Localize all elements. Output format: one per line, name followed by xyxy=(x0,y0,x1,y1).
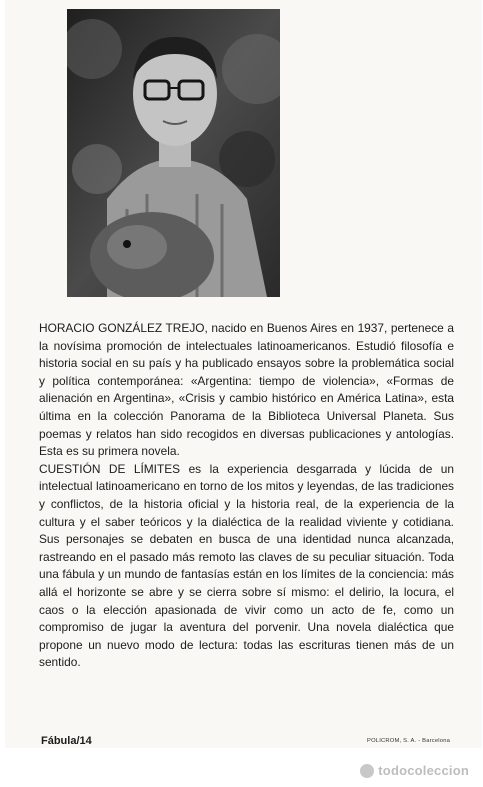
watermark xyxy=(360,763,469,778)
book-synopsis-paragraph: CUESTIÓN DE LÍMITES es la experiencia desgarrada y lúcida de un intelectual latinoamericano en torno de los mitos y leyendas, de las tradiciones y conflictos, de la historia oficial y la historia real, de la experiencia de la cultura y el saber teóricos y la dialéctica de la realidad viviente y cotidiana. Sus personajes se debaten en busca de una identidad nunca alcanzada, rastreando en el pasado más remoto las claves de su peculiar situación. Toda una fábula y un mundo de fantasías están en los límites de la conciencia: más allá el horizonte se abre y se cierra sobre sí mismo: el delirio, la locura, el caos o la elección apasionada de vivir como un acto de fe, como un compromiso de jugar la aventura del porvenir. Una novela dialéctica que propone un nuevo modo de lectura: todas las escrituras tienen más de un sentido. xyxy=(39,461,454,670)
author-bio-paragraph: HORACIO GONZÁLEZ TREJO, nacido en Buenos Aires en 1937, pertenece a la novísima promoción de intelectuales latinoamericanos. Estudió filosofía e historia social en su país y ha publicado ensayos sobre la problemática social y política contemporánea: «Argentina: tiempo de violencia», «Formas de alienación en Argentina», «Crisis y cambio histórico en América Latina», esta última en la colección Panorama de la Biblioteca Universal Planeta. Sus poemas y relatos han sido recogidos en diversas publicaciones y antologías. Esta es su primera novela. xyxy=(39,321,454,459)
author-portrait-photo xyxy=(67,9,280,297)
book-back-cover xyxy=(5,0,482,748)
watermark-logo-icon xyxy=(360,764,374,778)
printer-label: POLICROM, S. A. - Barcelona xyxy=(367,738,451,744)
series-label: Fábula/14 xyxy=(41,735,92,747)
watermark-text: todocoleccion xyxy=(378,763,469,778)
cover-text xyxy=(39,320,454,672)
